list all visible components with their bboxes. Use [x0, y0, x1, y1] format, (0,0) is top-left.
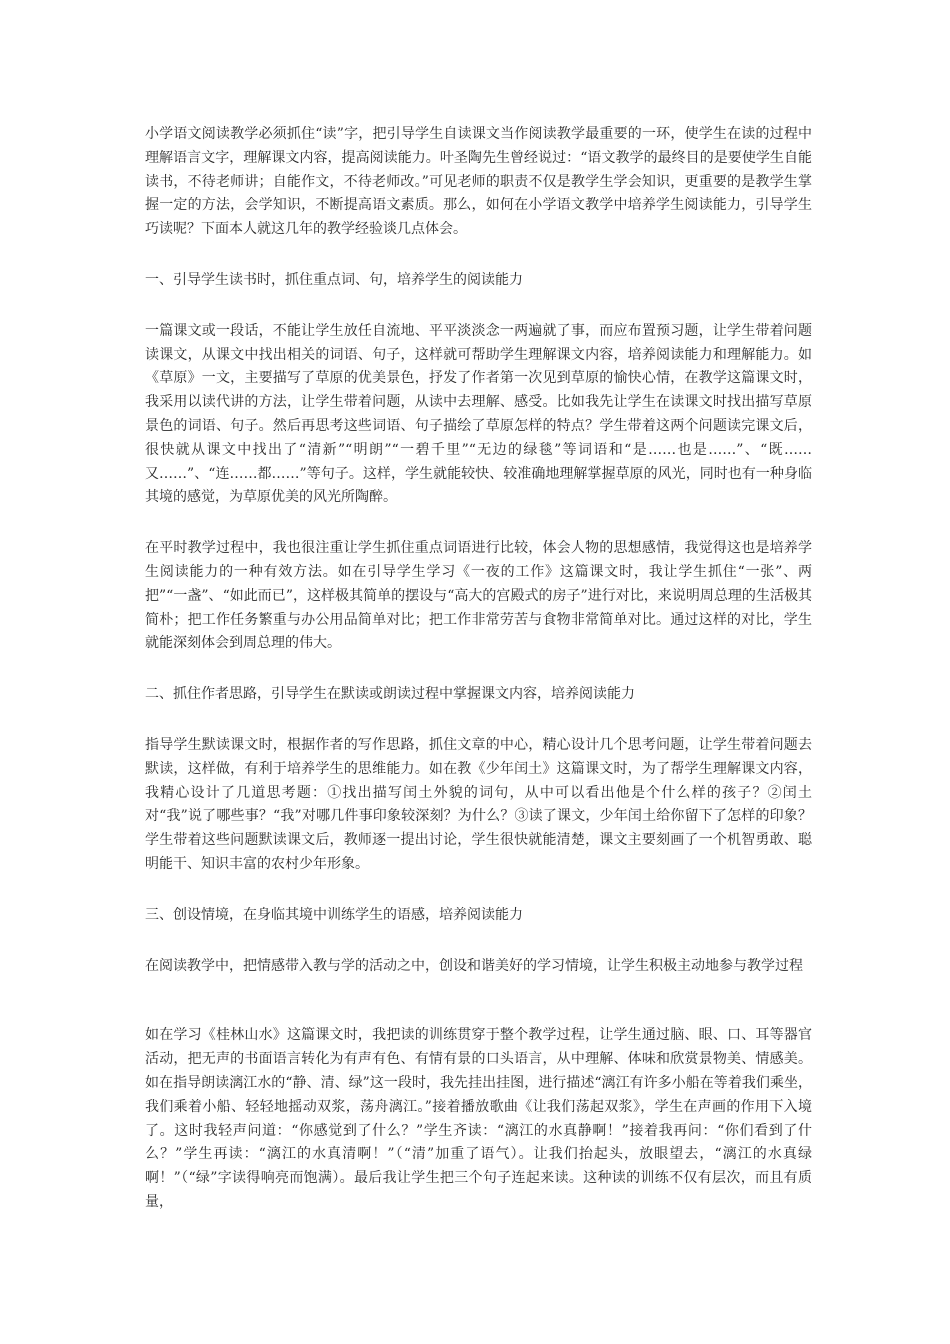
spacer: [145, 707, 812, 734]
paragraph-1: 一篇课文或一段话，不能让学生放任自流地、平平淡淡念一两遍就了事，而应布置预习题，让学生带着问题读课文，从课文中找出相关的词语、句子，这样就可帮助学生理解课文内容，培养阅读能力和理解能力。如《草原》一文，主要描写了草原的优美景色，抒发了作者第一次见到草原的愉快心情，在教学这篇课文时，我采用以读代讲的方法，让学生带着问题，从读中去理解、感受。比如我先让学生在读课文时找出描写草原景色的词语、句子。然后再思考这些词语、句子描绘了草原怎样的特点？学生带着这两个问题读完课文后，很快就从课文中找出了“清新”“明朗”“一碧千里”“无边的绿毯”等词语和“是……也是……”、“既……又……”、“连……都……”等句子。这样，学生就能较快、较准确地理解掌握草原的风光，同时也有一种身临其境的感觉，为草原优美的风光所陶醉。: [145, 322, 812, 506]
paragraph-5: 如在学习《桂林山水》这篇课文时，我把读的训练贯穿于整个教学过程，让学生通过脑、眼、口、耳等器官活动，把无声的书面语言转化为有声有色、有情有景的口头语言，从中理解、体味和欣赏景物美、情感美。如在指导朗读漓江水的“静、清、绿”这一段时，我先挂出挂图，进行描述“漓江有许多小船在等着我们乘坐，我们乘着小船、轻轻地摇动双浆，荡舟漓江。”接着播放歌曲《让我们荡起双浆》，学生在声画的作用下入境了。这时我轻声问道：“你感觉到了什么？”学生齐读：“漓江的水真静啊！”接着我再问：“你们看到了什么？”学生再读：“漓江的水真清啊！”（“清”加重了语气）。让我们抬起头，放眼望去，“漓江的水真绿啊！”（“绿”字读得响亮而饱满）。最后我让学生把三个句子连起来读。这种读的训练不仅有层次，而且有质量，: [145, 1027, 812, 1210]
paragraph-4: 在阅读教学中，把情感带入教与学的活动之中，创设和谐美好的学习情境，让学生积极主动地参与教学过程: [145, 957, 803, 974]
spacer: [145, 656, 812, 683]
document-body: [145, 123, 812, 1215]
section-heading-3: 三、创设情境，在身临其境中训练学生的语感，培养阅读能力: [145, 906, 523, 923]
paragraph-3: 指导学生默读课文时，根据作者的写作思路，抓住文章的中心，精心设计几个思考问题，让学生带着问题去默读，这样做，有利于培养学生的思维能力。如在教《少年闰土》这篇课文时，为了帮学生理解课文内容，我精心设计了几道思考题：①找出描写闰土外貌的词句，从中可以看出他是个什么样的孩子？②闰土对“我”说了哪些事？“我”对哪几件事印象较深刻？为什么？③读了课文，少年闰土给你留下了怎样的印象？学生带着这些问题默读课文后，教师逐一提出讨论，学生很快就能清楚，课文主要刻画了一个机智勇敢、聪明能干、知识丰富的农村少年形象。: [145, 736, 812, 872]
section-heading-1: 一、引导学生读书时，抓住重点词、句，培养学生的阅读能力: [145, 271, 523, 288]
spacer: [145, 293, 812, 320]
section-heading-2: 二、抓住作者思路，引导学生在默读或朗读过程中掌握课文内容，培养阅读能力: [145, 686, 635, 703]
spacer: [145, 510, 812, 537]
intro-paragraph: 小学语文阅读教学必须抓住“读”字，把引导学生自读课文当作阅读教学最重要的一环，使学生在读的过程中理解语言文字，理解课文内容，提高阅读能力。叶圣陶先生曾经说过：“语文教学的最终目的是要使学生自能读书，不待老师讲；自能作文，不待老师改。”可见老师的职责不仅是教学生学会知识，更重要的是教学生掌握一定的方法，会学知识，不断提高语文素质。那么，如何在小学语文教学中培养学生阅读能力，引导学生巧读呢？下面本人就这几年的教学经验谈几点体会。: [145, 126, 812, 238]
spacer: [145, 242, 812, 269]
paragraph-2: 在平时教学过程中，我也很注重让学生抓住重点词语进行比较，体会人物的思想感情，我觉得这也是培养学生阅读能力的一种有效方法。如在引导学生学习《一夜的工作》这篇课文时，我让学生抓住“一张”、两把”“一盏”、“如此而已”，这样极其简单的摆设与“高大的宫殿式的房子”进行对比，来说明周总理的生活极其简朴；把工作任务繁重与办公用品简单对比；把工作非常劳苦与食物非常简单对比。通过这样的对比，学生就能深刻体会到周总理的伟大。: [145, 540, 812, 652]
spacer: [145, 978, 812, 1024]
spacer: [145, 877, 812, 904]
spacer: [145, 928, 812, 955]
